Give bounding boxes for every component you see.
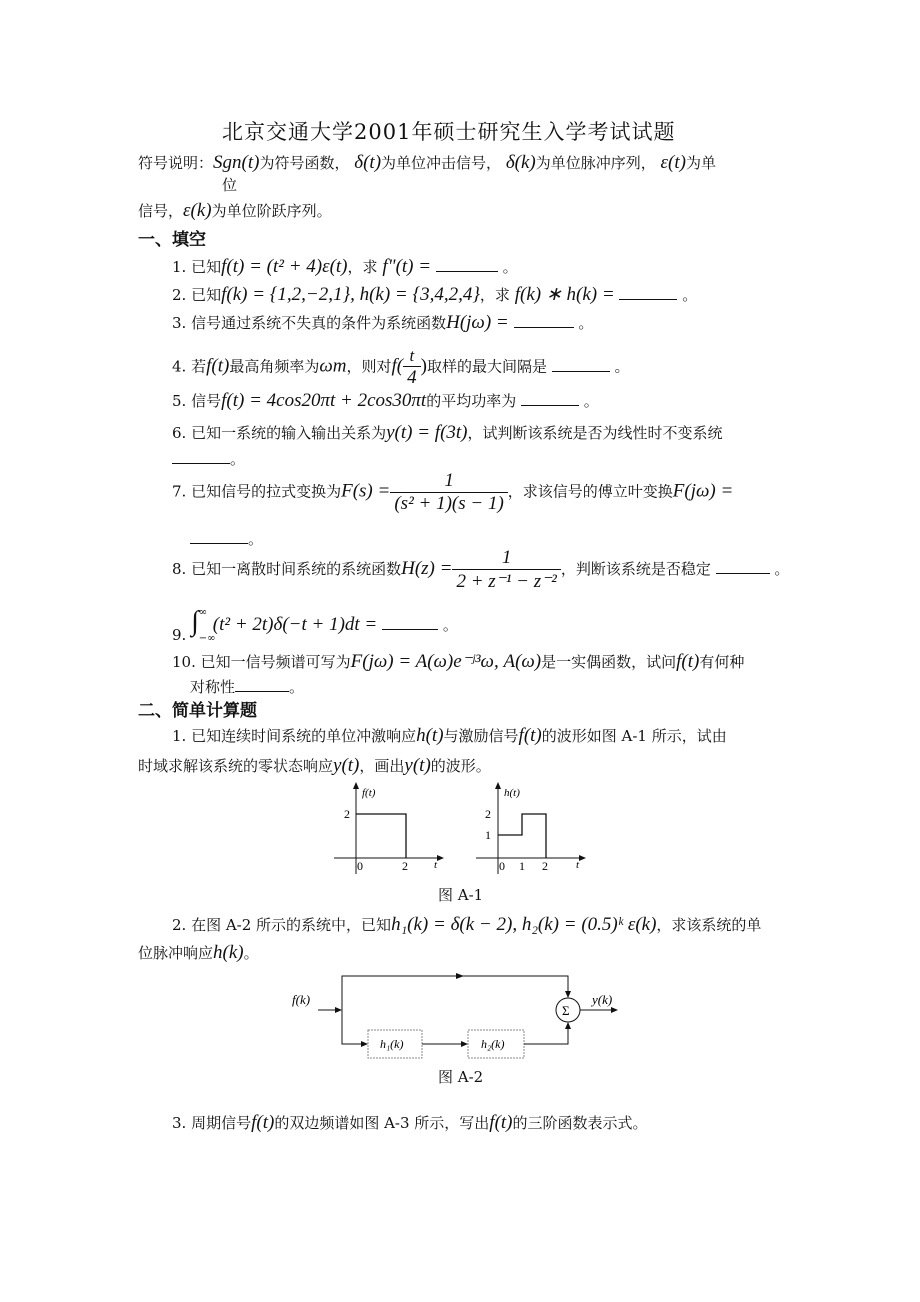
q2-answer-blank[interactable] [619,285,677,300]
p2-hk: h(k) [213,942,244,963]
eps-k-desc: 为单位阶跃序列。 [211,202,332,220]
q4-answer-blank[interactable] [552,357,610,372]
eps-k-symbol: ε(k) [183,200,212,221]
ht-waveform [498,814,546,858]
notation-wrap: 位 [222,176,238,194]
p1-line1a: 1. 已知连续时间系统的单位冲激响应 [172,727,417,745]
q5-post: 的平均功率为 [426,392,517,410]
q10-answer-blank[interactable] [235,677,289,692]
problem-1-line1 [172,725,727,747]
q2-pre: 已知 [191,286,222,304]
delta-t-desc: 为单位冲击信号， [381,154,502,172]
right-tick-y1: 1 [485,828,491,842]
q1-mid: ，求 [347,258,378,276]
q9-limits [198,607,216,644]
question-2 [172,283,697,306]
q8-end: 。 [774,560,790,578]
sgn-symbol: Sgn(t) [213,152,260,173]
left-tick-x2: 2 [402,859,408,873]
question-6-line2 [172,448,245,469]
p1-ht: h(t) [416,725,444,746]
q7-end: 。 [248,530,264,548]
problem-3 [172,1112,648,1134]
q6-answer-blank[interactable] [172,449,230,464]
a2-feedback-line [524,1024,568,1044]
question-10 [172,650,744,673]
q6-end: 。 [230,450,246,468]
q3-answer-blank[interactable] [514,313,574,328]
right-ylabel: h(t) [504,787,520,799]
left-ylabel: f(t) [362,787,376,799]
right-x-arrow-icon [579,855,586,861]
page-title: 北京交通大学2001年硕士研究生入学考试试题 [222,120,676,144]
q5-end: 。 [583,392,599,410]
q7-frac-den: (s² + 1)(s − 1) [390,492,507,515]
q7-post: ，求该信号的傅立叶变换 [507,482,673,501]
delta-t-symbol: δ(t) [354,152,382,173]
p1-yt2: y(t) [404,755,431,776]
p1-line2c: 的波形。 [430,757,491,775]
figure-a1-caption: 图 A-1 [438,886,484,904]
q4-mid2: ，则对 [346,357,392,376]
delta-k-desc: 为单位脉冲序列， [535,154,656,172]
problem-2-line1 [172,914,761,936]
q10-pre: 已知一信号频谱可写为 [200,653,351,671]
question-7 [172,470,733,515]
q3-ask: H(jω) = [446,312,509,333]
question-9 [172,606,458,644]
right-tick-x2: 2 [542,859,548,873]
question-3 [172,312,593,334]
q4-number: 4. [172,357,187,376]
p1-line2b: ，画出 [359,757,405,775]
q9-integral-sign: ∫ [191,606,199,637]
a2-top-arrow-icon [456,973,464,979]
p2-line2a: 位脉冲响应 [138,944,214,962]
q7-fraction [390,470,507,515]
q10-line2: 对称性 [190,678,236,696]
right-xlabel: t [576,859,580,871]
eps-t-symbol: ε(t) [660,152,686,173]
ft-waveform [356,814,406,858]
p3-b: 的双边频谱如图 A-3 所示，写出 [274,1114,490,1132]
q6-post: ，试判断该系统是否为线性时不变系统 [467,424,723,442]
left-tick-x0: 0 [357,859,363,873]
left-tick-y2: 2 [344,807,350,821]
right-tick-y2: 2 [485,807,491,821]
q1-expr: f(t) = (t² + 4)ε(t) [221,256,348,277]
question-4 [172,346,630,389]
a2-block2-arrow-icon [461,1041,468,1047]
q4-mid: 最高角频率为 [229,357,320,376]
q4-post: 取样的最大间隔是 [426,357,547,376]
q1-ask: f"(t) = [382,256,432,277]
notation-line-2 [138,200,332,222]
a2-direct-path [342,976,568,1010]
question-1 [172,256,518,278]
q2-mid: ，求 [479,286,510,304]
q10-ft: f(t) [676,651,700,672]
q1-pre: 已知 [191,258,222,276]
q8-post: ，判断该系统是否稳定 [560,560,711,578]
a2-sum-bottom-arrow-icon [565,1022,571,1029]
a2-output-arrow-icon [611,1007,618,1013]
q4-close: ) [420,355,427,377]
a2-output-label: y(k) [592,992,613,1007]
q10-number: 10. [172,653,196,671]
problem-2-line2 [138,942,259,964]
p1-yt: y(t) [333,755,360,776]
q9-answer-blank[interactable] [382,615,438,630]
q4-fraction [403,346,421,389]
a2-block1-label: h₁(k) [380,1037,404,1051]
q10-end: 。 [289,678,305,696]
q8-frac-den: 2 + z⁻¹ − z⁻² [452,569,560,593]
a2-sum-symbol: Σ [562,1003,570,1018]
p3-ft: f(t) [251,1112,275,1133]
a2-input-label: f(k) [292,992,311,1007]
q7-pre: 已知信号的拉式变换为 [191,482,342,501]
q4-end: 。 [614,357,630,376]
p1-line1c: 的波形如图 A-1 所示，试由 [541,727,727,745]
figure-a2-caption: 图 A-2 [438,1068,484,1086]
q8-frac-num: 1 [501,547,512,568]
p2-line1a: 2. 在图 A-2 所示的系统中，已知 [172,916,392,934]
q4-pre: 若 [191,357,207,376]
q8-fraction [452,547,560,593]
p1-line2a: 时域求解该系统的零状态响应 [138,757,334,775]
p2-expr: h₁(k) = δ(k − 2), h₂(k) = (0.5)ᵏ ε(k) [391,914,657,935]
q8-pre: 已知一离散时间系统的系统函数 [191,560,402,578]
figure-a2 [288,966,628,1066]
q5-pre: 信号 [191,392,222,410]
p3-ft2: f(t) [489,1112,513,1133]
q4-ft: f(t) [206,355,230,377]
notation-line2-lead: 信号， [138,202,184,220]
q1-answer-blank[interactable] [436,257,498,272]
q2-expr: f(k) = {1,2,−2,1}, h(k) = {3,4,2,4} [221,284,480,305]
q1-end: 。 [502,258,518,276]
q7-answer-blank[interactable] [190,529,248,544]
q10-mid: 是一实偶函数，试问 [541,653,677,671]
q2-end: 。 [682,286,698,304]
q8-number: 8. [172,560,187,578]
p2-line1b: ，求该系统的单 [656,916,762,934]
q7-frac-num: 1 [444,470,454,491]
q9-number: 9. [172,626,187,644]
sgn-desc: 为符号函数， [259,154,350,172]
notation-lead: 符号说明： [138,154,214,172]
q3-end: 。 [578,314,594,332]
q3-text: 信号通过系统不失真的条件为系统函数 [191,314,447,332]
problem-1-line2 [138,755,491,777]
q1-number: 1. [172,258,187,276]
q8-answer-blank[interactable] [716,559,770,574]
p2-line2b: 。 [243,944,259,962]
q10-expr: F(jω) = A(ω)e⁻ʲ³ω, A(ω) [350,651,542,672]
notation-line-1 [138,152,716,174]
a2-sum-top-arrow-icon [565,991,571,998]
question-8 [172,547,789,593]
left-xlabel: t [434,859,438,871]
p3-a: 3. 周期信号 [172,1114,252,1132]
eps-t-desc: 为单 [685,154,716,172]
q9-expr: (t² + 2t)δ(−t + 1)dt = [212,614,378,635]
q2-number: 2. [172,286,187,304]
delta-k-symbol: δ(k) [505,152,536,173]
section2-heading: 二、简单计算题 [138,701,257,721]
figure-a1-left-plot [334,782,444,874]
q6-number: 6. [172,424,187,442]
q9-lower-limit: −∞ [198,633,216,644]
q5-answer-blank[interactable] [521,391,579,406]
q4-frac-den: 4 [403,366,421,389]
q7-number: 7. [172,482,187,501]
q4-omega: ωm [319,355,347,377]
q9-end: 。 [442,616,458,634]
right-y-arrow-icon [495,782,501,789]
question-5 [172,390,599,412]
figure-a1-right-plot [476,782,586,874]
question-6 [172,422,723,444]
a2-bottom-path-start [342,1010,366,1044]
question-7-line2 [190,528,263,549]
question-10-line2 [190,676,304,697]
q4-frac-num: t [409,346,415,365]
left-y-arrow-icon [353,782,359,789]
q7-ask: F(jω) = [672,480,734,502]
q4-f: f( [391,355,404,377]
right-tick-x0: 0 [499,859,505,873]
q6-expr: y(t) = f(3t) [386,422,468,443]
a2-block2-label: h₂(k) [481,1037,505,1051]
a2-input-arrow-icon [335,1007,342,1013]
p1-ft: f(t) [518,725,542,746]
section1-heading: 一、填空 [138,230,206,250]
q3-number: 3. [172,314,187,332]
q5-number: 5. [172,392,187,410]
q8-lhs: H(z) = [401,558,453,579]
q6-pre: 已知一系统的输入输出关系为 [191,424,387,442]
a2-block1-arrow-icon [361,1041,368,1047]
right-tick-x1: 1 [519,859,525,873]
left-x-arrow-icon [437,855,444,861]
p3-c: 的三阶函数表示式。 [512,1114,648,1132]
figure-a1 [320,778,600,880]
q2-ask: f(k) ∗ h(k) = [514,284,615,305]
q10-post: 有何种 [699,653,745,671]
q9-upper-limit: ∞ [198,607,208,618]
q7-lhs: F(s) = [341,480,391,502]
p1-line1b: 与激励信号 [443,727,519,745]
q5-expr: f(t) = 4cos20πt + 2cos30πt [221,390,427,411]
